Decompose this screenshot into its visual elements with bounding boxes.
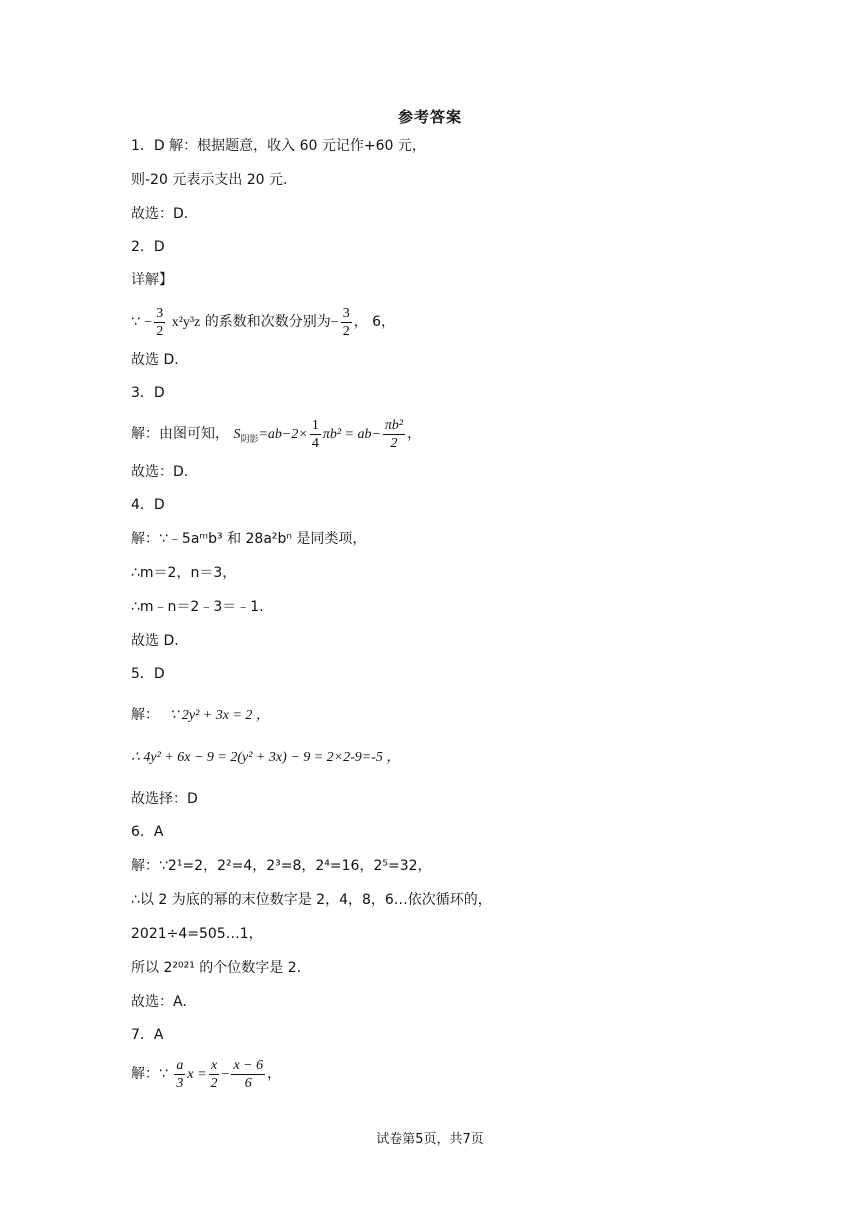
q7-equation <box>131 1054 281 1095</box>
q3-explanation <box>131 414 421 455</box>
q2-detail-label: 详解】 <box>131 272 173 288</box>
q5-line2: ∴ 4y² + 6x − 9 = 2(y² + 3x) − 9 = 2×2-9=-5 ， <box>131 750 401 765</box>
fraction-denominator: 2 <box>156 323 164 339</box>
fraction-numerator: a <box>176 1057 184 1073</box>
q2-explanation <box>131 302 395 343</box>
q3-end: ， <box>407 426 422 442</box>
q7-end: ， <box>267 1066 282 1082</box>
q3-quarter-fraction <box>310 417 321 452</box>
q7-x-equals: x = <box>187 1067 207 1082</box>
area-subscript: 阴影 <box>240 435 259 445</box>
q4-line2: ∴m＝2，n＝3， <box>131 565 237 581</box>
q2-head: 2．D <box>131 239 165 255</box>
q6-line4: 所以 2²⁰²¹ 的个位数字是 2. <box>131 960 302 976</box>
page-footer: 试卷第5页，共7页 <box>376 1132 484 1147</box>
q2-coefficient-fraction <box>154 305 165 340</box>
q5-prefix: 解： <box>131 707 159 723</box>
fraction-denominator: 6 <box>244 1075 252 1091</box>
q7-fraction-x6 <box>231 1057 265 1092</box>
fraction-numerator: x − 6 <box>233 1057 264 1073</box>
q1-choice: 故选：D. <box>131 206 189 222</box>
q5-line1 <box>131 705 270 726</box>
q5-choice: 故选择：D <box>131 791 198 807</box>
q7-fraction-a <box>174 1057 185 1092</box>
fraction-denominator: 3 <box>176 1075 184 1091</box>
fraction-denominator: 2 <box>342 323 350 339</box>
q3-pi-fraction <box>383 417 405 452</box>
q2-tail: ， 6， <box>353 314 396 330</box>
q3-expr-1: =ab−2× <box>258 427 308 442</box>
minus-sign: − <box>330 315 339 330</box>
q5-head: 5．D <box>131 666 165 682</box>
q6-line1: 解：∵2¹=2，2²=4，2³=8，2⁴=16，2⁵=32， <box>131 858 432 874</box>
page-title: 参考答案 <box>397 108 462 126</box>
fraction-numerator: 3 <box>342 305 350 321</box>
fraction-denominator: 2 <box>210 1075 218 1091</box>
fraction-numerator: 3 <box>156 305 164 321</box>
q4-head: 4．D <box>131 497 165 513</box>
q3-head: 3．D <box>131 385 165 401</box>
q2-choice: 故选 D. <box>131 352 179 368</box>
q4-line1: 解：∵﹣5aᵐb³ 和 28a²bⁿ 是同类项， <box>131 531 367 547</box>
q4-choice: 故选 D. <box>131 633 179 649</box>
q2-monomial: x²y³z <box>171 315 201 330</box>
q7-head: 7．A <box>131 1027 164 1043</box>
fraction-numerator: 1 <box>311 417 319 433</box>
minus-sign: − <box>221 1067 230 1082</box>
area-symbol: S <box>233 427 241 442</box>
because-symbol: ∵ <box>131 314 140 330</box>
q6-line3: 2021÷4=505…1， <box>131 926 263 942</box>
q7-fraction-x <box>209 1057 220 1092</box>
q6-choice: 故选：A. <box>131 994 187 1010</box>
fraction-numerator: πb² <box>384 417 404 433</box>
q2-mid-text: 的系数和次数分别为 <box>200 314 331 330</box>
fraction-denominator: 2 <box>390 435 398 451</box>
q3-expr-2: πb² = ab− <box>322 427 381 442</box>
q4-line3: ∴m﹣n＝2﹣3＝﹣1. <box>131 599 264 615</box>
minus-sign: − <box>144 315 153 330</box>
q3-prefix: 解：由图可知， <box>131 426 229 442</box>
q6-head: 6．A <box>131 824 164 840</box>
q3-choice: 故选：D. <box>131 464 189 480</box>
q1-line1: 1．D 解：根据题意，收入 60 元记作+60 元， <box>131 138 426 154</box>
q5-condition: ∵ 2y² + 3x = 2 ， <box>169 708 270 723</box>
q6-line2: ∴以 2 为底的幂的末位数字是 2，4，8，6…依次循环的， <box>131 892 492 908</box>
q7-prefix: 解：∵ <box>131 1066 168 1082</box>
q2-answer-fraction <box>341 305 352 340</box>
fraction-numerator: x <box>210 1057 218 1073</box>
q1-line2: 则-20 元表示支出 20 元. <box>131 172 288 188</box>
fraction-denominator: 4 <box>311 435 319 451</box>
